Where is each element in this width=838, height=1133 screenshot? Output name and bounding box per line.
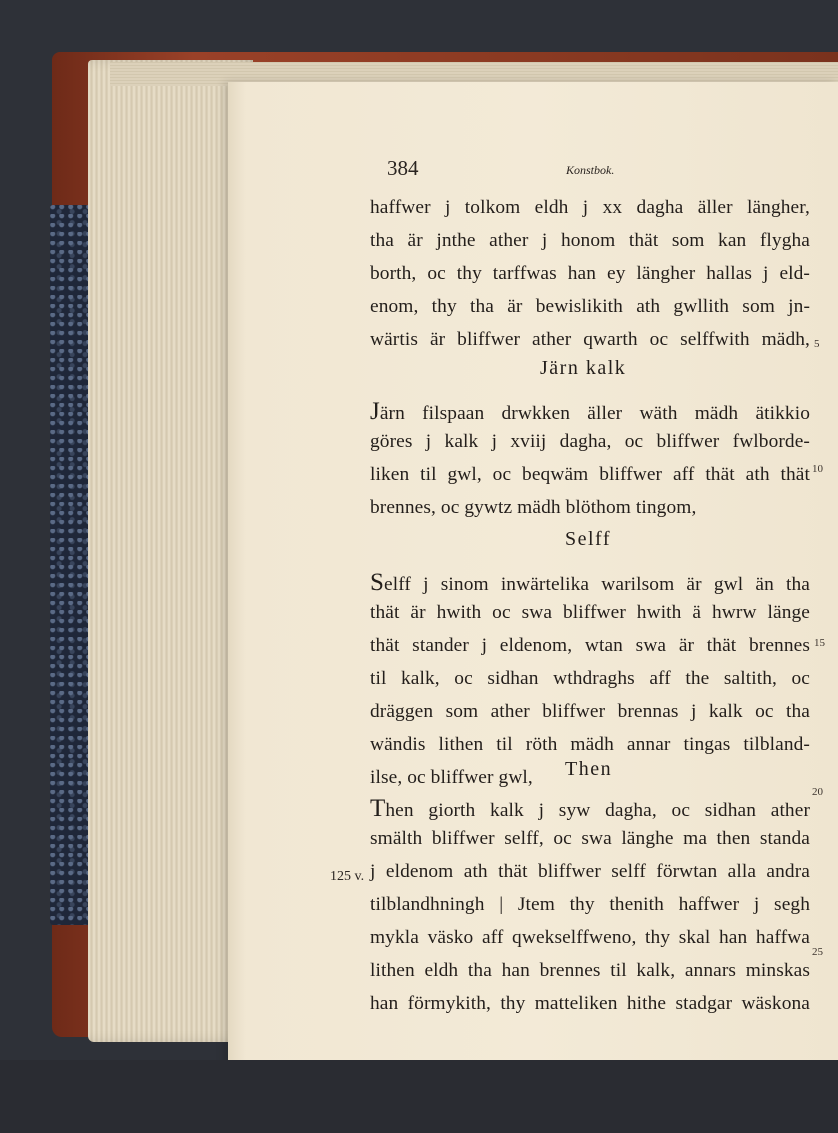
initial-letter: S [370,569,385,596]
text-line: thät stander j eldenom, wtan swa är thät brennes [370,635,810,656]
text-line: wärtis är bliffwer ather qwarth oc selffwith mädh, [370,329,810,350]
line-number: 25 [812,946,823,958]
section-heading: Then [565,758,613,780]
text-line: dräggen som ather bliffwer brennas j kalk oc tha [370,701,810,722]
text-line: göres j kalk j xviij dagha, oc bliffwer fwlborde- [370,431,810,452]
margin-folio-note: 125 v. [330,869,365,884]
background-surface [0,1060,838,1133]
text-line [370,569,810,597]
line-number: 10 [812,463,823,475]
initial-letter: J [370,398,380,425]
line-rest: elff j sinom inwärtelika warilsom är gwl än tha [384,574,810,595]
line-number: 5 [814,338,820,350]
section-heading: Järn kalk [540,357,627,379]
text-line: thät är hwith oc swa bliffwer hwith ä hwrw länge [370,602,810,623]
running-head: Konstbok. [566,163,615,177]
initial-letter: T [370,795,386,822]
text-line: liken til gwl, oc beqwäm bliffwer aff thät ath thät [370,464,810,485]
text-line: mykla väsko aff qwekselffweno, thy skal han haffwa [370,927,810,948]
text-line: haffwer j tolkom eldh j xx dagha äller längher, [370,197,810,218]
text-line: tha är jnthe ather j honom thät som kan flygha [370,230,810,251]
text-line: lithen eldh tha han brennes til kalk, annars minskas [370,960,810,981]
line-rest: ärn filspaan drwkken äller wäth mädh ätikkio [379,403,810,424]
line-number: 20 [812,786,823,798]
text-line: wändis lithen til röth mädh annar tingas tilbland- [370,734,810,755]
text-line: brennes, oc gywtz mädh blöthom tingom, [370,497,697,518]
line-rest: hen giorth kalk j syw dagha, oc sidhan ather [385,800,810,821]
section-heading: Selff [565,528,612,550]
text-line: til kalk, oc sidhan wthdraghs aff the saltith, oc [370,668,810,689]
text-line: smälth bliffwer selff, oc swa länghe ma then standa [370,828,810,849]
text-line: j eldenom ath thät bliffwer selff förwtan alla andra [370,861,810,882]
text-line: enom, thy tha är bewislikith ath gwllith som jn- [370,296,810,317]
text-line: ilse, oc bliffwer gwl, [370,767,533,788]
marbled-board [50,205,90,925]
text-line: han förmykith, thy matteliken hithe stadgar wäskona [370,993,810,1014]
text-line: tilblandhningh | Jtem thy thenith haffwer j segh [370,894,810,915]
text-line [370,398,810,426]
text-line [370,795,810,823]
page-number: 384 [387,156,419,180]
text-line: borth, oc thy tarffwas han ey längher hallas j eld- [370,263,810,284]
line-number: 15 [814,637,825,649]
